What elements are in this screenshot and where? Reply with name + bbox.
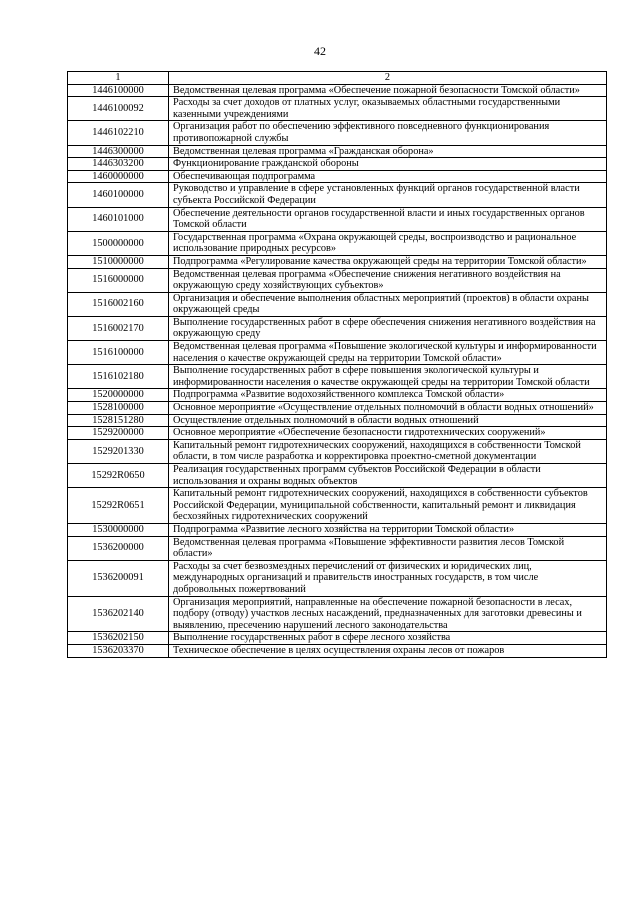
table-row <box>68 97 607 121</box>
table-row <box>68 207 607 231</box>
row-code: 1460100000 <box>68 183 169 207</box>
row-name: Обеспечивающая подпрограмма <box>169 170 607 183</box>
table-row <box>68 596 607 632</box>
table-row <box>68 231 607 255</box>
row-name: Ведомственная целевая программа «Гражданская оборона» <box>169 145 607 158</box>
row-name: Подпрограмма «Развитие лесного хозяйства на территории Томской области» <box>169 523 607 536</box>
budget-classification-table <box>67 71 607 658</box>
table-header-row <box>68 72 607 85</box>
table-row <box>68 255 607 268</box>
table-row <box>68 183 607 207</box>
table-row <box>68 536 607 560</box>
row-name: Ведомственная целевая программа «Повышение эффективности развития лесов Томской области» <box>169 536 607 560</box>
table-row <box>68 560 607 596</box>
row-code: 1460000000 <box>68 170 169 183</box>
row-code: 15292R0651 <box>68 488 169 524</box>
row-name: Обеспечение деятельности органов государственной власти и иных государственных органов Томской области <box>169 207 607 231</box>
row-code: 1510000000 <box>68 255 169 268</box>
table-row <box>68 170 607 183</box>
row-code: 1530000000 <box>68 523 169 536</box>
row-name: Реализация государственных программ субъектов Российской Федерации в области использования и охраны водных объектов <box>169 464 607 488</box>
table-row <box>68 644 607 657</box>
row-code: 1500000000 <box>68 231 169 255</box>
row-code: 1528151280 <box>68 414 169 427</box>
row-name: Организация работ по обеспечению эффективного повседневного функционирования противопожарной службы <box>169 121 607 145</box>
table-row <box>68 523 607 536</box>
row-code: 1520000000 <box>68 389 169 402</box>
row-name: Ведомственная целевая программа «Обеспечение снижения негативного воздействия на окружающую среду хозяйствующих субъектов» <box>169 268 607 292</box>
row-name: Основное мероприятие «Осуществление отдельных полномочий в области водных отношений» <box>169 402 607 415</box>
row-name: Выполнение государственных работ в сфере повышения экологической культуры и информированности населения о качестве окружающей среды на территории Томской области <box>169 365 607 389</box>
table-row <box>68 341 607 365</box>
row-code: 1536200091 <box>68 560 169 596</box>
row-name: Осуществление отдельных полномочий в области водных отношений <box>169 414 607 427</box>
table-row <box>68 632 607 645</box>
table-row <box>68 121 607 145</box>
row-name: Государственная программа «Охрана окружающей среды, воспроизводство и рациональное использование природных ресурсов» <box>169 231 607 255</box>
row-code: 1516002170 <box>68 316 169 340</box>
table-row <box>68 268 607 292</box>
row-name: Расходы за счет доходов от платных услуг, оказываемых областными государственными казенными учреждениями <box>169 97 607 121</box>
row-code: 1516102180 <box>68 365 169 389</box>
row-code: 1529200000 <box>68 427 169 440</box>
row-name: Подпрограмма «Регулирование качества окружающей среды на территории Томской области» <box>169 255 607 268</box>
row-code: 1536200000 <box>68 536 169 560</box>
table-row <box>68 464 607 488</box>
row-code: 1516000000 <box>68 268 169 292</box>
row-code: 1516002160 <box>68 292 169 316</box>
row-code: 1536202140 <box>68 596 169 632</box>
table-row <box>68 389 607 402</box>
row-code: 1446303200 <box>68 158 169 171</box>
row-name: Ведомственная целевая программа «Повышение экологической культуры и информированности населения о качестве окружающей среды на территории Томской области» <box>169 341 607 365</box>
row-name: Выполнение государственных работ в сфере обеспечения снижения негативного воздействия на окружающую среду <box>169 316 607 340</box>
row-code: 1536203370 <box>68 644 169 657</box>
column-header-name: 2 <box>169 72 607 85</box>
row-name: Основное мероприятие «Обеспечение безопасности гидротехнических сооружений» <box>169 427 607 440</box>
row-code: 1446100000 <box>68 84 169 97</box>
row-code: 1516100000 <box>68 341 169 365</box>
table-row <box>68 158 607 171</box>
table-row <box>68 488 607 524</box>
row-name: Выполнение государственных работ в сфере лесного хозяйства <box>169 632 607 645</box>
row-name: Ведомственная целевая программа «Обеспечение пожарной безопасности Томской области» <box>169 84 607 97</box>
row-code: 1536202150 <box>68 632 169 645</box>
row-code: 1528100000 <box>68 402 169 415</box>
table-row <box>68 316 607 340</box>
table-row <box>68 84 607 97</box>
table-row <box>68 414 607 427</box>
column-header-code: 1 <box>68 72 169 85</box>
row-code: 1529201330 <box>68 439 169 463</box>
row-code: 1446300000 <box>68 145 169 158</box>
table-row <box>68 365 607 389</box>
table-row <box>68 292 607 316</box>
table-row <box>68 145 607 158</box>
row-name: Капитальный ремонт гидротехнических сооружений, находящихся в собственности субъектов Российской Федерации, муниципальной собственности, капитальный ремонт и ликвидация бесхозяйных гидротехнических сооружений <box>169 488 607 524</box>
row-name: Подпрограмма «Развитие водохозяйственного комплекса Томской области» <box>169 389 607 402</box>
row-name: Организация и обеспечение выполнения областных мероприятий (проектов) в области охраны окружающей среды <box>169 292 607 316</box>
page-number: 42 <box>314 44 326 58</box>
table-row <box>68 427 607 440</box>
row-name: Расходы за счет безвозмездных перечислений от физических и юридических лиц, международных организаций и правительств иностранных государств, в том числе добровольных пожертвований <box>169 560 607 596</box>
row-name: Функционирование гражданской обороны <box>169 158 607 171</box>
row-code: 15292R0650 <box>68 464 169 488</box>
row-code: 1446100092 <box>68 97 169 121</box>
row-code: 1460101000 <box>68 207 169 231</box>
table-row <box>68 439 607 463</box>
row-name: Организация мероприятий, направленные на обеспечение пожарной безопасности в лесах, подбору (отводу) участков лесных насаждений, предназначенных для заготовки древесины и выявлению, пресечению нарушений лесного законодательства <box>169 596 607 632</box>
table-row <box>68 402 607 415</box>
row-name: Техническое обеспечение в целях осуществления охраны лесов от пожаров <box>169 644 607 657</box>
row-code: 1446102210 <box>68 121 169 145</box>
row-name: Капитальный ремонт гидротехнических сооружений, находящихся в собственности Томской области, в том числе разработка и корректировка проектно-сметной документации <box>169 439 607 463</box>
row-name: Руководство и управление в сфере установленных функций органов государственной власти субъекта Российской Федерации <box>169 183 607 207</box>
